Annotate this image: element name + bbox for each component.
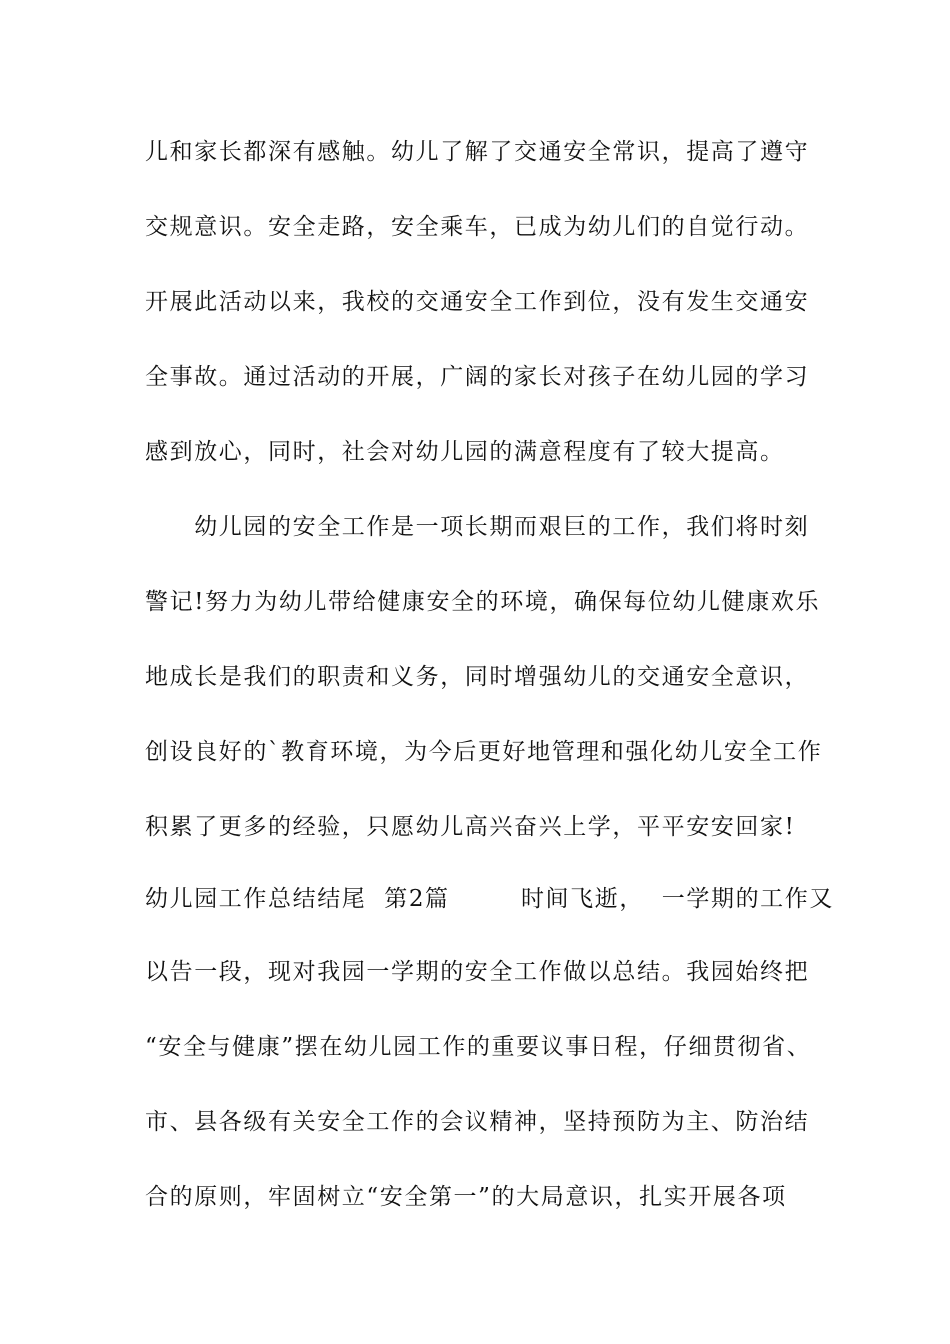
- text-line: 创设良好的`教育环境，为今后更好地管理和强化幼儿安全工作: [145, 739, 823, 765]
- text-line: 全事故。通过活动的开展，广阔的家长对孩子在幼儿园的学习: [145, 364, 810, 390]
- text-line: 儿和家长都深有感触。幼儿了解了交通安全常识，提高了遵守: [145, 139, 810, 165]
- text-line: 以告一段，现对我园一学期的安全工作做以总结。我园始终把: [145, 959, 810, 985]
- text-line: 市、县各级有关安全工作的会议精神，坚持预防为主、防治结: [145, 1109, 810, 1135]
- text-line: 交规意识。安全走路，安全乘车，已成为幼儿们的自觉行动。: [145, 214, 810, 240]
- text-line: 开展此活动以来，我校的交通安全工作到位，没有发生交通安: [145, 289, 810, 315]
- text-line: “安全与健康”摆在幼儿园工作的重要议事日程，仔细贯彻省、: [145, 1034, 812, 1060]
- text-line: 合的原则，牢固树立“安全第一”的大局意识，扎实开展各项: [145, 1184, 787, 1210]
- section-heading-line: 幼儿园工作总结结尾 第2篇 时间飞逝， 一学期的工作又: [145, 886, 834, 912]
- text-line: 积累了更多的经验，只愿幼儿高兴奋兴上学，平平安安回家!: [145, 814, 796, 840]
- text-line: 地成长是我们的职责和义务，同时增强幼儿的交通安全意识，: [145, 664, 810, 690]
- text-line: 警记!努力为幼儿带给健康安全的环境，确保每位幼儿健康欢乐: [145, 589, 821, 615]
- text-line: 感到放心，同时，社会对幼儿园的满意程度有了较大提高。: [145, 439, 785, 465]
- text-line: 幼儿园的安全工作是一项长期而艰巨的工作，我们将时刻: [145, 514, 810, 540]
